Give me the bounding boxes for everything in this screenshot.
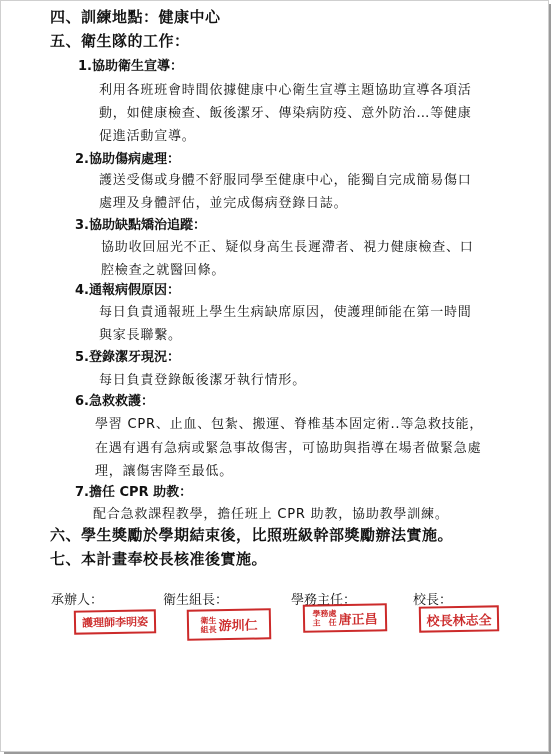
item-line: 促進活動宣導。	[99, 129, 196, 144]
section-5-heading: 五、衛生隊的工作：	[50, 32, 190, 50]
signature-label: 衛生組長：	[163, 593, 229, 608]
seal-title: 衛生 組長	[200, 614, 217, 634]
student-affairs-director-seal: 學務處 主 任 唐正昌	[303, 603, 387, 632]
item-line: 理，讓傷害降至最低。	[95, 464, 234, 479]
nurse-seal: 護理師李明姿	[74, 609, 156, 634]
item-heading: 5.登錄潔牙現況：	[75, 350, 180, 365]
signature-label: 承辦人：	[51, 593, 104, 608]
item-line: 動，如健康檢查、飯後潔牙、傳染病防疫、意外防治…等健康	[99, 106, 472, 121]
section-4-heading: 四、訓練地點：健康中心	[50, 8, 221, 26]
item-heading: 6.急救救護：	[75, 394, 154, 409]
item-line: 利用各班班會時間依據健康中心衛生宣導主題協助宣導各項活	[99, 83, 472, 98]
item-heading: 4.通報病假原因：	[75, 283, 180, 298]
item-line: 學習 CPR、止血、包紮、搬運、脊椎基本固定術..等急救技能，	[95, 417, 484, 432]
item-heading: 1.協助衛生宣導：	[78, 59, 183, 74]
item-line: 每日負責登錄飯後潔牙執行情形。	[99, 373, 307, 388]
signature-label: 校長：	[413, 593, 453, 608]
item-heading: 2.協助傷病處理：	[75, 152, 180, 167]
item-line: 每日負責通報班上學生生病缺席原因，使護理師能在第一時間	[99, 305, 472, 320]
principal-seal: 校長林志全	[419, 605, 499, 632]
item-line: 協助收回屈光不正、疑似身高生長遲滯者、視力健康檢查、口	[101, 240, 474, 255]
item-line: 在遇有遇有急病或緊急事故傷害，可協助與指導在場者做緊急處	[95, 441, 482, 456]
item-heading: 3.協助缺點矯治追蹤：	[75, 218, 206, 233]
item-line: 處理及身體評估，並完成傷病登錄日誌。	[99, 196, 348, 211]
seal-title: 學務處 主 任	[312, 608, 337, 628]
section-7-heading: 七、本計畫奉校長核准後實施。	[50, 550, 268, 568]
item-line: 護送受傷或身體不舒服同學至健康中心，能獨自完成簡易傷口	[99, 173, 472, 188]
item-line: 配合急救課程教學，擔任班上 CPR 助教，協助教學訓練。	[93, 507, 449, 522]
health-section-chief-seal: 衛生 組長 游圳仁	[187, 608, 272, 640]
section-6-heading: 六、學生獎勵於學期結束後，比照班級幹部獎勵辦法實施。	[50, 526, 454, 544]
item-line: 腔檢查之就醫回條。	[101, 263, 226, 278]
signature-label: 學務主任：	[291, 593, 357, 608]
item-line: 與家長聯繫。	[99, 328, 182, 343]
item-heading: 7.擔任 CPR 助教：	[75, 485, 193, 500]
